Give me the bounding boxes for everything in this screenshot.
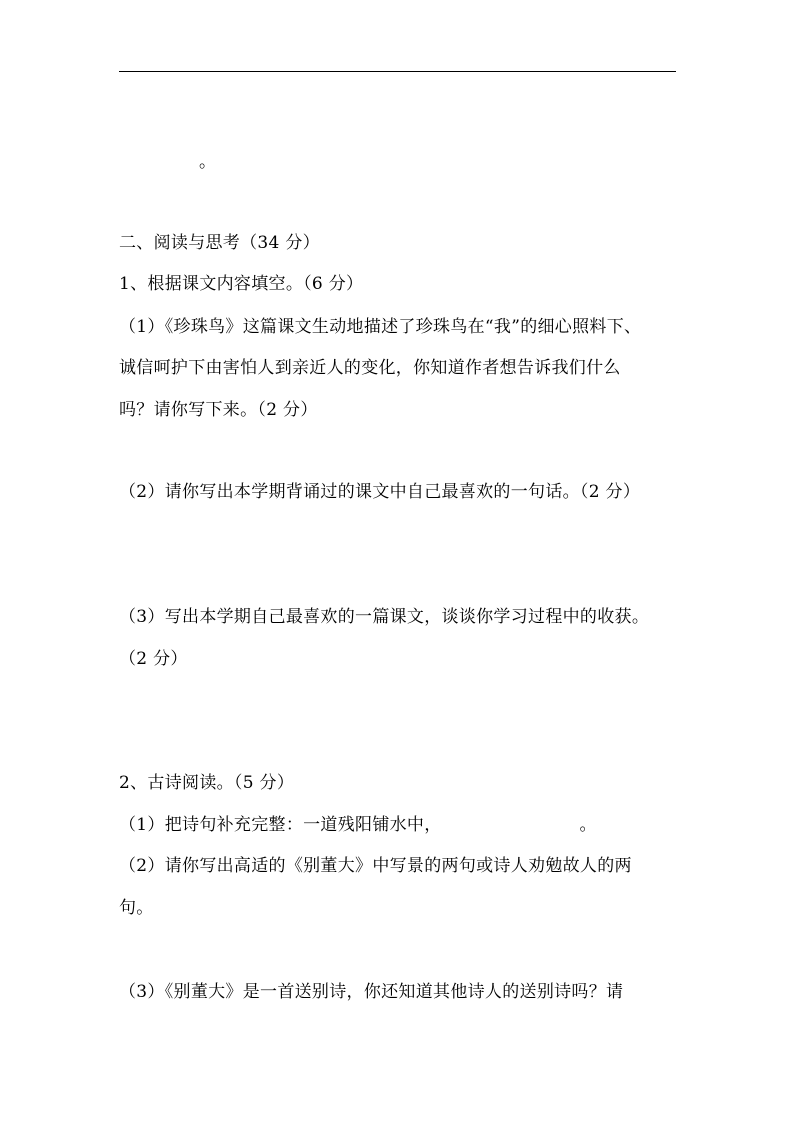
question-1-sub1-line3: 吗？请你写下来。（2 分） xyxy=(119,400,318,420)
header-rule xyxy=(119,71,676,72)
question-2-sub1-text: （1）把诗句补充完整：一道残阳铺水中， xyxy=(119,815,442,835)
fragment-period: 。 xyxy=(199,152,217,172)
section-heading: 二、阅读与思考（34 分） xyxy=(119,233,320,253)
question-1-sub3-line1: （3）写出本学期自己最喜欢的一篇课文，谈谈你学习过程中的收获。 xyxy=(119,607,650,627)
question-2-sub2-line1: （2）请你写出高适的《别董大》中写景的两句或诗人劝勉故人的两 xyxy=(119,856,632,876)
question-2-title: 2、古诗阅读。（5 分） xyxy=(119,773,295,793)
question-2-sub1 xyxy=(119,813,597,837)
question-2-sub3-line1: （3）《别董大》是一首送别诗，你还知道其他诗人的送别诗吗？请 xyxy=(119,982,624,1002)
question-1-sub1-line2: 诚信呵护下由害怕人到亲近人的变化，你知道作者想告诉我们什么 xyxy=(119,358,621,378)
question-2-sub1-end: 。 xyxy=(579,815,597,835)
question-1-sub3-line2: （2 分） xyxy=(119,649,188,669)
question-2-sub2-line2: 句。 xyxy=(119,898,154,918)
question-1-sub2: （2）请你写出本学期背诵过的课文中自己最喜欢的一句话。（2 分） xyxy=(119,482,641,502)
question-1-sub1-line1: （1）《珍珠鸟》这篇课文生动地描述了珍珠鸟在“我”的细心照料下、 xyxy=(119,317,642,337)
question-1-title: 1、根据课文内容填空。（6 分） xyxy=(119,274,364,294)
